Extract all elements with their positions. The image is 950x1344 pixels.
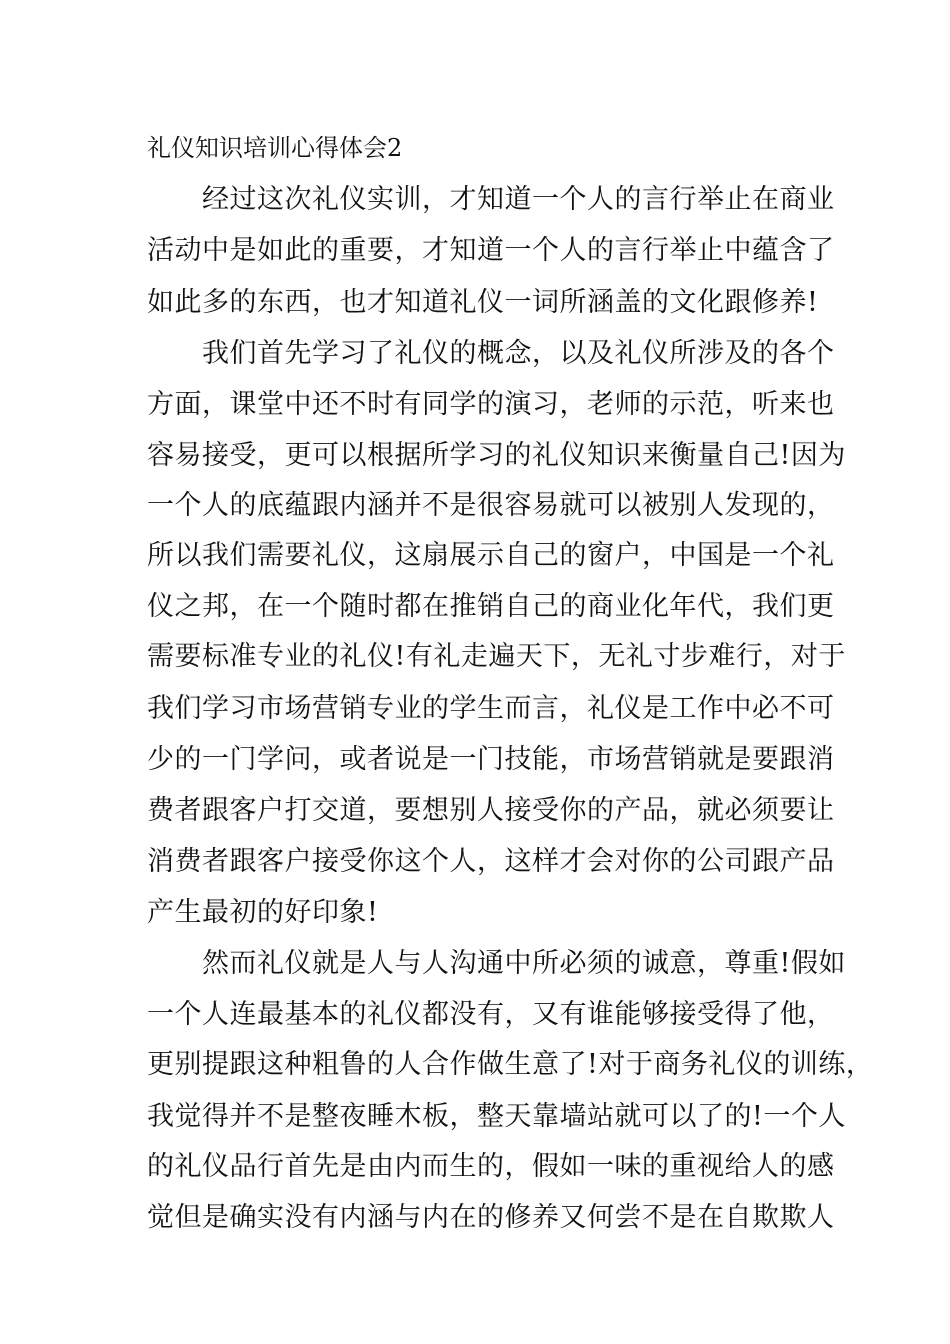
text-line: 仪之邦，在一个随时都在推销自己的商业化年代，我们更 (147, 591, 835, 622)
text-line: 产生最初的好印象! (147, 897, 379, 928)
text-line: 一个人连最基本的礼仪都没有，又有谁能够接受得了他， (147, 999, 835, 1030)
text-line: 消费者跟客户接受你这个人，这样才会对你的公司跟产品 (147, 846, 835, 877)
text-line: 我觉得并不是整夜睡木板，整天靠墙站就可以了的!一个人 (147, 1101, 846, 1132)
text-line: 的礼仪品行首先是由内而生的，假如一味的重视给人的感 (147, 1151, 835, 1182)
text-line: 经过这次礼仪实训，才知道一个人的言行举止在商业 (147, 184, 835, 215)
document-title: 礼仪知识培训心得体会2 (147, 134, 403, 162)
text-line: 我们首先学习了礼仪的概念，以及礼仪所涉及的各个 (147, 338, 835, 369)
text-line: 需要标准专业的礼仪!有礼走遍天下，无礼寸步难行，对于 (147, 641, 846, 672)
text-line: 我们学习市场营销专业的学生而言，礼仪是工作中必不可 (147, 693, 835, 724)
text-line: 费者跟客户打交道，要想别人接受你的产品，就必须要让 (147, 795, 835, 826)
text-line: 所以我们需要礼仪，这扇展示自己的窗户，中国是一个礼 (147, 540, 835, 571)
text-line: 少的一门学问，或者说是一门技能，市场营销就是要跟消 (147, 744, 835, 775)
text-line: 然而礼仪就是人与人沟通中所必须的诚意，尊重!假如 (147, 948, 846, 979)
text-line: 方面，课堂中还不时有同学的演习，老师的示范，听来也 (147, 389, 835, 420)
text-line: 觉但是确实没有内涵与内在的修养又何尝不是在自欺欺人 (147, 1202, 835, 1233)
text-line: 一个人的底蕴跟内涵并不是很容易就可以被别人发现的， (147, 490, 835, 521)
text-line: 容易接受，更可以根据所学习的礼仪知识来衡量自己!因为 (147, 440, 846, 471)
text-line: 更别提跟这种粗鲁的人合作做生意了!对于商务礼仪的训练， (147, 1049, 874, 1080)
text-line: 活动中是如此的重要，才知道一个人的言行举止中蕴含了 (147, 235, 835, 266)
text-line: 如此多的东西，也才知道礼仪一词所涵盖的文化跟修养! (147, 287, 819, 318)
